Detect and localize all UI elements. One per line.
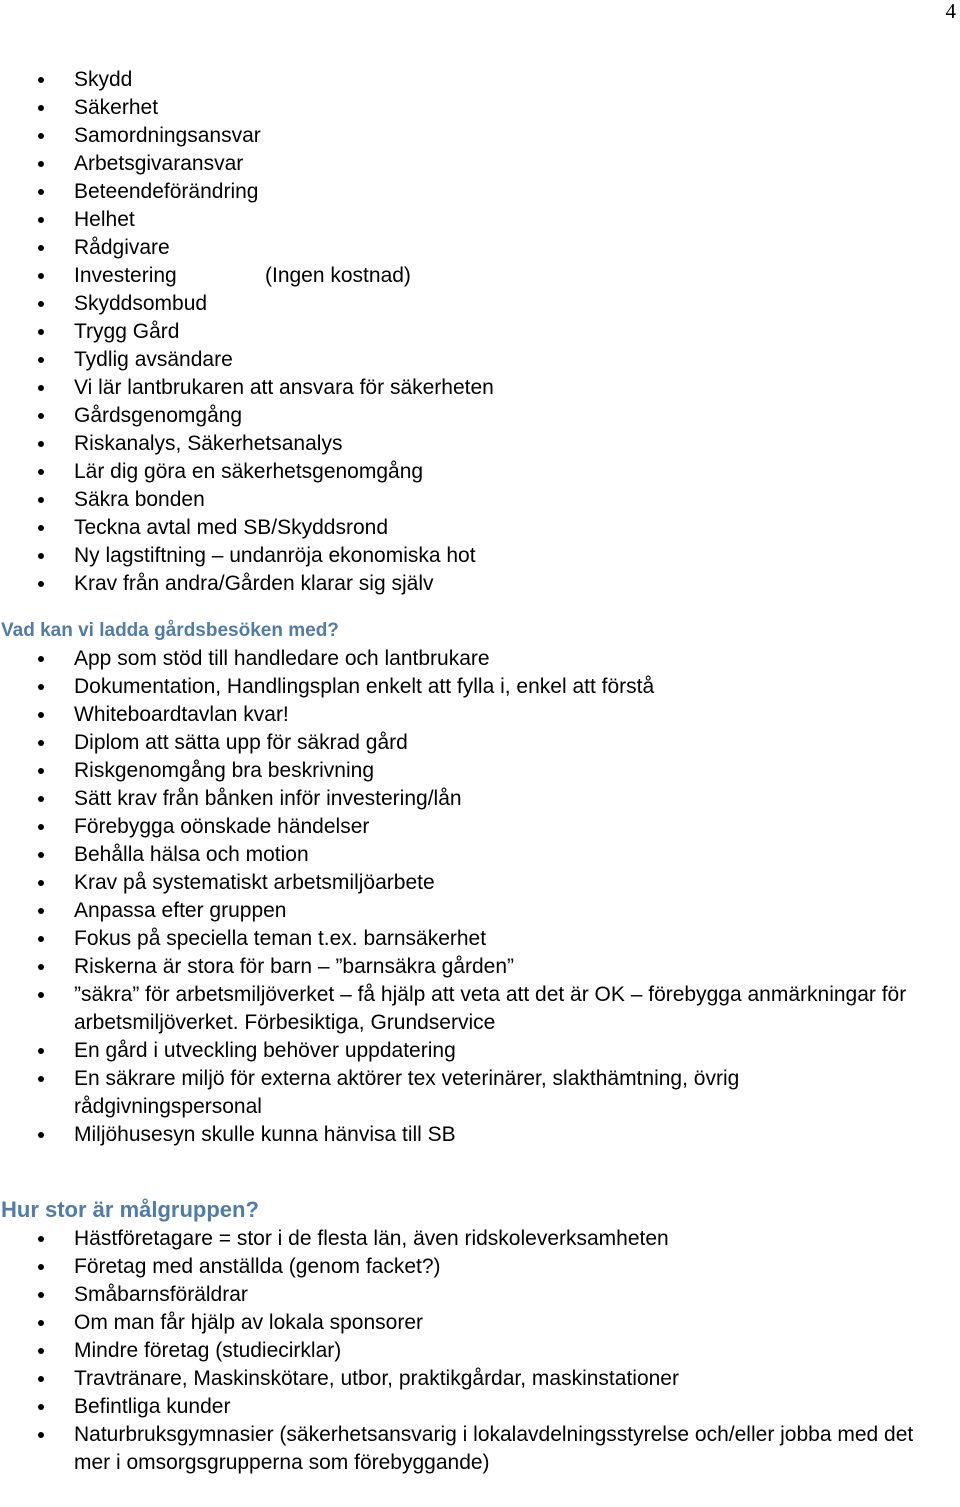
list-item: [0, 458, 930, 486]
list-item: [0, 645, 930, 673]
bullet-icon: [38, 189, 44, 195]
bullet-icon: [38, 217, 44, 223]
bullet-icon: [38, 740, 44, 746]
list-item-text: Helhet: [74, 208, 135, 231]
bullet-icon: [38, 712, 44, 718]
list-item: [0, 1037, 930, 1065]
bullet-icon: [38, 469, 44, 475]
list-item: [0, 570, 930, 598]
list-item-text: Mindre företag (studiecirklar): [74, 1339, 342, 1362]
bullet-icon: [38, 301, 44, 307]
list-item: [0, 402, 930, 430]
bullet-icon: [38, 329, 44, 335]
list-item-text: Diplom att sätta upp för säkrad gård: [74, 731, 408, 754]
bullet-icon: [38, 273, 44, 279]
list-item-text: Rådgivare: [74, 236, 170, 259]
list-item-text: Lär dig göra en säkerhetsgenomgång: [74, 460, 424, 483]
bullet-icon: [38, 964, 44, 970]
bullet-icon: [38, 768, 44, 774]
bullet-list-keywords: [0, 66, 930, 598]
bullet-icon: [38, 1264, 44, 1270]
bullet-icon: [38, 796, 44, 802]
list-item-text: Krav från andra/Gården klarar sig själv: [74, 572, 434, 595]
list-item: [0, 1225, 930, 1253]
list-item: [0, 178, 930, 206]
bullet-icon: [38, 553, 44, 559]
bullet-icon: [38, 245, 44, 251]
bullet-icon: [38, 525, 44, 531]
bullet-icon: [38, 1132, 44, 1138]
list-item: [0, 1065, 930, 1121]
bullet-icon: [38, 77, 44, 83]
list-item: [0, 785, 930, 813]
list-item: [0, 841, 930, 869]
bullet-icon: [38, 880, 44, 886]
bullet-icon: [38, 908, 44, 914]
list-item-text: Naturbruksgymnasier (säkerhetsansvarig i lokalavdelningsstyrelse och/eller jobba med det mer i omsorgsgrupperna som förebyggande): [74, 1423, 914, 1474]
list-item-note: (Ingen kostnad): [265, 264, 411, 287]
list-item: [0, 757, 930, 785]
list-item: [0, 346, 930, 374]
list-item: [0, 486, 930, 514]
list-item: [0, 374, 930, 402]
bullet-icon: [38, 684, 44, 690]
list-item: [0, 673, 930, 701]
list-item: [0, 813, 930, 841]
list-item: [0, 234, 930, 262]
section-heading-gardsbesok: Vad kan vi ladda gårdsbesöken med?: [1, 620, 339, 641]
list-item-text: Miljöhusesyn skulle kunna hänvisa till SB: [74, 1123, 456, 1146]
list-item: [0, 1421, 930, 1477]
bullet-icon: [38, 1348, 44, 1354]
bullet-icon: [38, 581, 44, 587]
list-item-text: Samordningsansvar: [74, 124, 261, 147]
bullet-icon: [38, 1432, 44, 1438]
list-item-text: Skyddsombud: [74, 292, 208, 315]
list-item: [0, 1365, 930, 1393]
list-item-text: ”säkra” för arbetsmiljöverket – få hjälp att veta att det är OK – förebygga anmärkningar för arbetsmiljöverket. Förbesiktiga, Grundservice: [74, 983, 907, 1034]
list-item: [0, 66, 930, 94]
list-item-text: Säkerhet: [74, 96, 159, 119]
list-item: [0, 1281, 930, 1309]
list-item-text: Krav på systematiskt arbetsmiljöarbete: [74, 871, 435, 894]
list-item: [0, 318, 930, 346]
bullet-icon: [38, 357, 44, 363]
list-item-text: Arbetsgivaransvar: [74, 152, 244, 175]
list-item-text: Småbarnsföräldrar: [74, 1283, 248, 1306]
bullet-icon: [38, 105, 44, 111]
list-item-text: Whiteboardtavlan kvar!: [74, 703, 289, 726]
list-item-text: En gård i utveckling behöver uppdatering: [74, 1039, 456, 1062]
list-item-text: App som stöd till handledare och lantbrukare: [74, 647, 490, 670]
list-item: [0, 953, 930, 981]
list-item-text: Dokumentation, Handlingsplan enkelt att fylla i, enkel att förstå: [74, 675, 655, 698]
list-item: [0, 94, 930, 122]
bullet-icon: [38, 824, 44, 830]
list-item: [0, 729, 930, 757]
list-item-text: Travtränare, Maskinskötare, utbor, praktikgårdar, maskinstationer: [74, 1367, 679, 1390]
list-item-text: Riskgenomgång bra beskrivning: [74, 759, 374, 782]
page-number: 4: [945, 0, 956, 23]
list-item: [0, 1393, 930, 1421]
list-item: [0, 1337, 930, 1365]
list-item-text: Anpassa efter gruppen: [74, 899, 287, 922]
list-item: [0, 514, 930, 542]
list-item-text: Beteendeförändring: [74, 180, 259, 203]
bullet-icon: [38, 497, 44, 503]
bullet-icon: [38, 1076, 44, 1082]
list-item-text: Om man får hjälp av lokala sponsorer: [74, 1311, 423, 1334]
list-item: [0, 869, 930, 897]
section-heading-malgruppen: Hur stor är målgruppen?: [1, 1197, 259, 1222]
list-item-text: Förebygga oönskade händelser: [74, 815, 370, 838]
list-item-text: Företag med anställda (genom facket?): [74, 1255, 441, 1278]
bullet-icon: [38, 1376, 44, 1382]
bullet-icon: [38, 656, 44, 662]
list-item-text: Fokus på speciella teman t.ex. barnsäkerhet: [74, 927, 487, 950]
list-item: [0, 290, 930, 318]
list-item-text: Vi lär lantbrukaren att ansvara för säkerheten: [74, 376, 494, 399]
bullet-icon: [38, 1404, 44, 1410]
list-item: [0, 1121, 930, 1149]
list-item-text: Teckna avtal med SB/Skyddsrond: [74, 516, 388, 539]
bullet-icon: [38, 1236, 44, 1242]
list-item-text: Tydlig avsändare: [74, 348, 233, 371]
list-item-text: Sätt krav från bånken inför investering/lån: [74, 787, 462, 810]
list-item: [0, 122, 930, 150]
list-item: [0, 925, 930, 953]
list-item-text: Trygg Gård: [74, 320, 180, 343]
list-item: [0, 701, 930, 729]
list-item: [0, 430, 930, 458]
list-item-text: Befintliga kunder: [74, 1395, 231, 1418]
list-item-text: Riskanalys, Säkerhetsanalys: [74, 432, 343, 455]
bullet-icon: [38, 161, 44, 167]
list-item-text: Ny lagstiftning – undanröja ekonomiska hot: [74, 544, 476, 567]
bullet-icon: [38, 992, 44, 998]
bullet-list-malgruppen: [0, 1225, 930, 1477]
list-item-text: Skydd: [74, 68, 133, 91]
bullet-icon: [38, 1320, 44, 1326]
list-item-text: Hästföretagare = stor i de flesta län, även ridskoleverksamheten: [74, 1227, 669, 1250]
bullet-icon: [38, 1292, 44, 1298]
bullet-icon: [38, 852, 44, 858]
list-item: [0, 262, 930, 290]
list-item: [0, 206, 930, 234]
list-item: [0, 1309, 930, 1337]
list-item: [0, 1253, 930, 1281]
bullet-icon: [38, 413, 44, 419]
bullet-icon: [38, 936, 44, 942]
list-item-text: Säkra bonden: [74, 488, 205, 511]
bullet-icon: [38, 385, 44, 391]
bullet-list-gardsbesok: [0, 645, 930, 1149]
bullet-icon: [38, 441, 44, 447]
list-item: [0, 150, 930, 178]
list-item-text: Behålla hälsa och motion: [74, 843, 309, 866]
list-item-text: Riskerna är stora för barn – ”barnsäkra gården”: [74, 955, 515, 978]
list-item-text: Investering: [74, 264, 177, 287]
list-item: [0, 542, 930, 570]
bullet-icon: [38, 133, 44, 139]
list-item: [0, 897, 930, 925]
bullet-icon: [38, 1048, 44, 1054]
list-item-text: Gårdsgenomgång: [74, 404, 243, 427]
list-item-text: En säkrare miljö för externa aktörer tex veterinärer, slakthämtning, övrig rådgivningspersonal: [74, 1067, 740, 1118]
list-item: [0, 981, 930, 1037]
